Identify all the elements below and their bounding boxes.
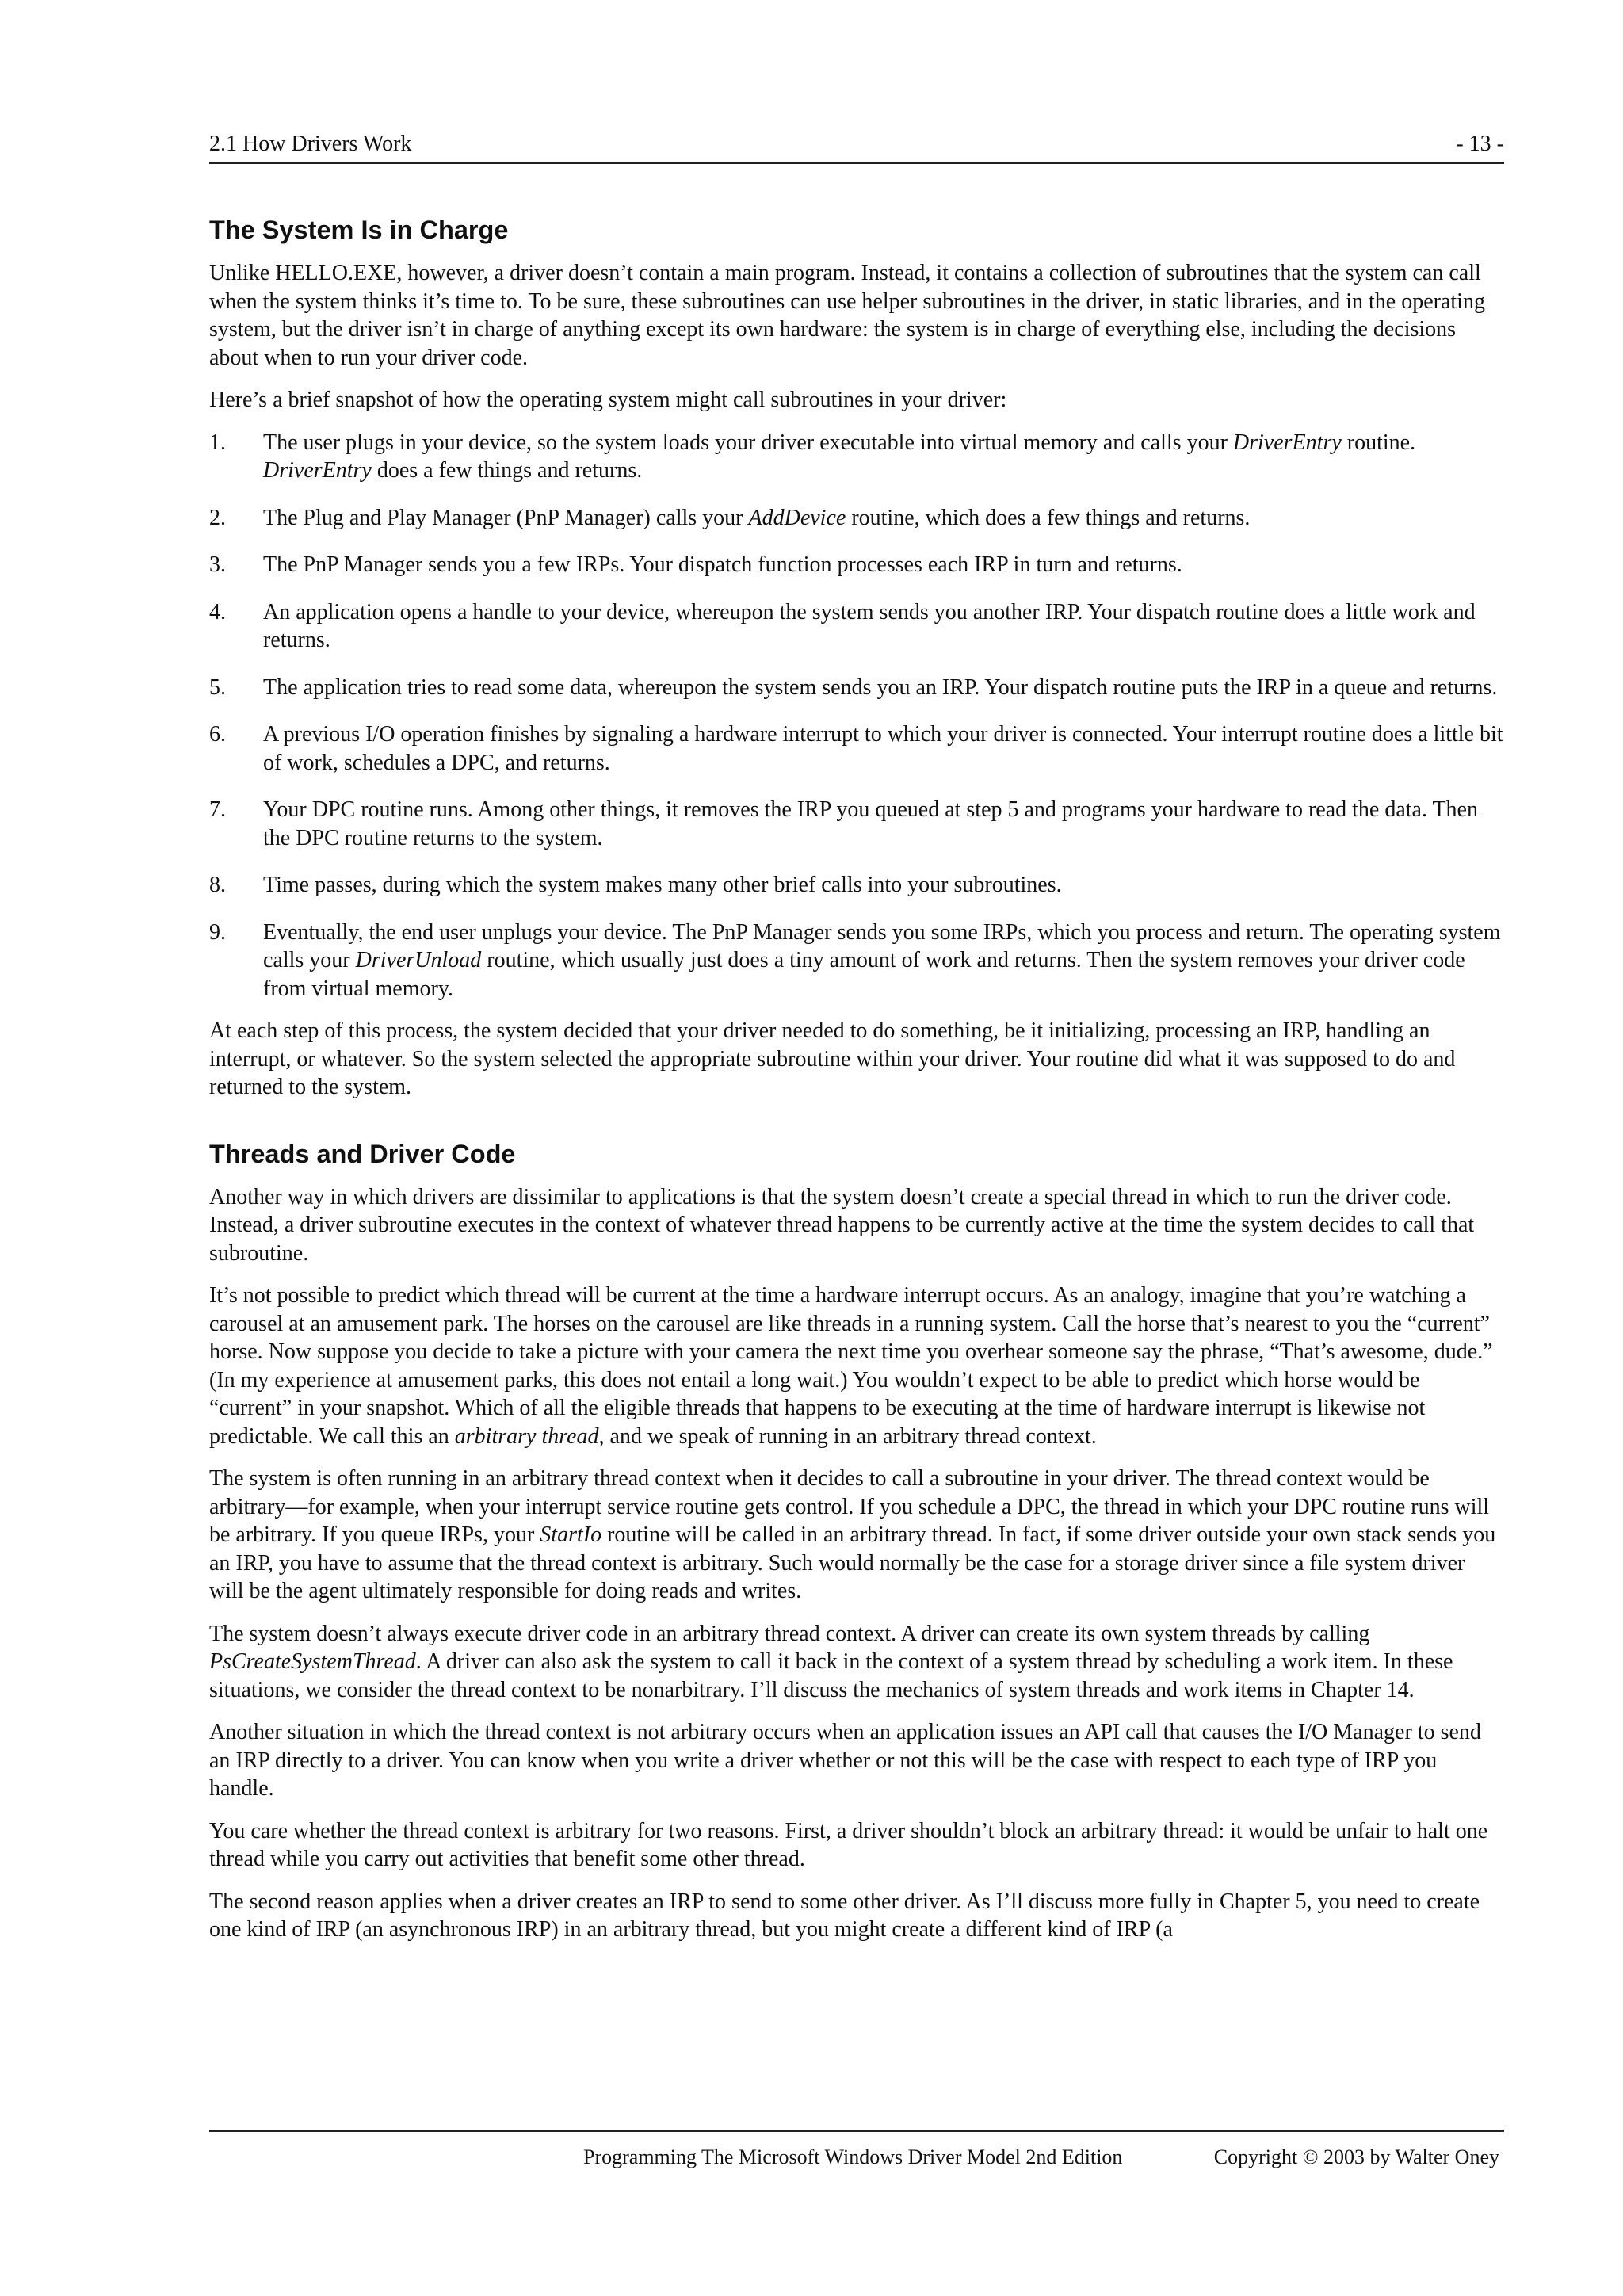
- list-item: 1. The user plugs in your device, so the system loads your driver executable into virtual memory and calls your DriverEntry routine. DriverEntry does a few things and returns.: [209, 430, 1416, 483]
- function-name: StartIo: [540, 1522, 602, 1547]
- header-page-number: - 13 -: [1456, 132, 1504, 156]
- paragraph: Another situation in which the thread context is not arbitrary occurs when an application issues an API call that causes the I/O Manager to send an IRP directly to a driver. You can know when you write a driver whether or not this will be the case with respect to each type of IRP you handle.: [209, 1720, 1481, 1801]
- list-item: 8. Time passes, during which the system makes many other brief calls into your subroutines.: [209, 871, 1504, 900]
- footer-book-title: Programming The Microsoft Windows Driver Model 2nd Edition: [583, 2145, 1123, 2168]
- paragraph: The second reason applies when a driver creates an IRP to send to some other driver. As I’ll discuss more fully in Chapter 5, you need to create one kind of IRP (an asynchronous IRP) in an arbitrary thread, but you might create a different kind of IRP (a: [209, 1889, 1480, 1942]
- function-name: PsCreateSystemThread: [209, 1649, 416, 1674]
- list-number: 2.: [209, 505, 226, 530]
- list-item: 6. A previous I/O operation finishes by signaling a hardware interrupt to which your driver is connected. Your interrupt routine does a little bit of work, schedules a DPC, and returns.: [209, 722, 1503, 775]
- document-page: [209, 0, 1504, 2296]
- paragraph: At each step of this process, the system decided that your driver needed to do something, be it initializing, processing an IRP, handling an interrupt, or whatever. So the system selected the appropriate subroutine within your driver. Your routine did what it was supposed to do and returned to the system.: [209, 1018, 1456, 1099]
- function-name: AddDevice: [748, 505, 846, 530]
- running-header: [209, 130, 1504, 164]
- paragraph: Another way in which drivers are dissimilar to applications is that the system doesn’t create a special thread in which to run the driver code. Instead, a driver subroutine executes in the context of whatever thread happens to be currently active at the time the system decides to call that subroutine.: [209, 1184, 1475, 1266]
- list-number: 3.: [209, 552, 226, 577]
- paragraph: It’s not possible to predict which thread will be current at the time a hardware interrupt occurs. As an analogy, imagine that you’re watching a carousel at an amusement park. The horses on the carousel are like threads in a running system. Call the horse that’s nearest to you the “current” horse. Now suppose you decide to take a picture with your camera the next time you overhear someone say the phrase, “That’s awesome, dude.” (In my experience at amusement parks, this does not entail a long wait.) You wouldn’t expect to be able to predict which horse would be “current” in your snapshot. Which of all the eligible threads that happens to be executing at the time of hardware interrupt is likewise not predictable. We call this an arbitrary thread, and we speak of running in an arbitrary thread context.: [209, 1283, 1493, 1449]
- section-heading-system-in-charge: The System Is in Charge: [209, 216, 509, 244]
- paragraph: The system is often running in an arbitrary thread context when it decides to call a subroutine in your driver. The thread context would be arbitrary—for example, when your interrupt service routine gets control. If you schedule a DPC, the thread in which your DPC routine runs will be arbitrary. If you queue IRPs, your StartIo routine will be called in an arbitrary thread. In fact, if some driver outside your own stack sends you an IRP, you have to assume that the thread context is arbitrary. Such would normally be the case for a storage driver since a file system driver will be the agent ultimately responsible for doing reads and writes.: [209, 1466, 1496, 1603]
- list-item: 4. An application opens a handle to your device, whereupon the system sends you another IRP. Your dispatch routine does a little work and returns.: [209, 599, 1476, 652]
- paragraph: Unlike HELLO.EXE, however, a driver doesn’t contain a main program. Instead, it contains a collection of subroutines that the system can call when the system thinks it’s time to. To be sure, these subroutines can use helper subroutines in the driver, in static libraries, and in the operating system, but the driver isn’t in charge of anything except its own hardware: the system is in charge of everything else, including the decisions about when to run your driver code.: [209, 261, 1485, 370]
- header-section-title: 2.1 How Drivers Work: [209, 132, 412, 156]
- function-name: DriverEntry: [263, 458, 372, 483]
- list-number: 5.: [209, 674, 226, 700]
- list-item: 9. Eventually, the end user unplugs your device. The PnP Manager sends you some IRPs, which you process and return. The operating system calls your DriverUnload routine, which usually just does a tiny amount of work and returns. Then the system removes your driver code from virtual memory.: [209, 919, 1501, 1001]
- body-text: [209, 214, 1504, 1958]
- list-item: 5. The application tries to read some data, whereupon the system sends you an IRP. Your dispatch routine puts the IRP in a queue and returns.: [209, 674, 1504, 702]
- list-number: 9.: [209, 919, 226, 945]
- list-item: 7. Your DPC routine runs. Among other things, it removes the IRP you queued at step 5 and programs your hardware to read the data. Then the DPC routine returns to the system.: [209, 797, 1478, 850]
- list-number: 7.: [209, 797, 226, 822]
- numbered-list: [209, 429, 1504, 1003]
- list-number: 1.: [209, 430, 226, 455]
- running-footer: [209, 2130, 1504, 2168]
- list-number: 6.: [209, 722, 226, 747]
- function-name: DriverUnload: [355, 948, 482, 972]
- list-item: 3. The PnP Manager sends you a few IRPs. Your dispatch function processes each IRP in turn and returns.: [209, 551, 1504, 579]
- paragraph: You care whether the thread context is arbitrary for two reasons. First, a driver shouldn’t block an arbitrary thread: it would be unfair to halt one thread while you carry out activities that benefit some other thread.: [209, 1818, 1488, 1871]
- list-number: 4.: [209, 599, 226, 625]
- section-heading-threads-and-driver-code: Threads and Driver Code: [209, 1139, 516, 1168]
- emphasis: arbitrary thread: [454, 1423, 599, 1449]
- footer-copyright: Copyright © 2003 by Walter Oney: [1213, 2145, 1499, 2168]
- paragraph: The system doesn’t always execute driver code in an arbitrary thread context. A driver can create its own system threads by calling PsCreateSystemThread. A driver can also ask the system to call it back in the context of a system thread by scheduling a work item. In these situations, we consider the thread context to be nonarbitrary. I’ll discuss the mechanics of system threads and work items in Chapter 14.: [209, 1621, 1453, 1702]
- function-name: DriverEntry: [1232, 430, 1342, 455]
- list-item: 2. The Plug and Play Manager (PnP Manager) calls your AddDevice routine, which does a few things and returns.: [209, 504, 1504, 533]
- list-number: 8.: [209, 873, 226, 897]
- paragraph: Here’s a brief snapshot of how the operating system might call subroutines in your driver:: [209, 388, 1007, 412]
